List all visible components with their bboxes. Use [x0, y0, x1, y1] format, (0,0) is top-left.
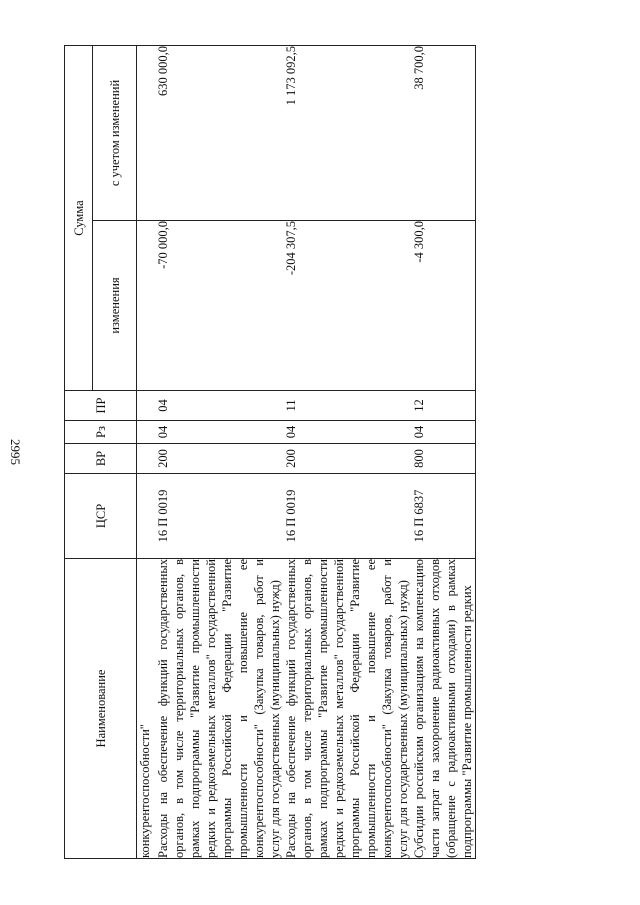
- table-row: [283, 46, 411, 859]
- table-body: [137, 46, 476, 859]
- row-change: -70 000,0: [155, 221, 283, 391]
- row-name: Субсидии российским организациям на компенсацию части затрат на захоронение радиоактивных отходов (обращение с радиоактивными отходами) в рамках подпрограммы "Развитие промышленности редких: [412, 559, 474, 858]
- row-name: конкурентоспособности": [137, 559, 156, 859]
- header-vr: ВР: [65, 444, 137, 474]
- row-vr: [137, 444, 156, 474]
- row-total: 38 700,0: [411, 46, 476, 221]
- row-rz: 04: [411, 421, 476, 444]
- header-csr: ЦСР: [65, 474, 137, 559]
- header-sum: Сумма: [65, 46, 93, 391]
- header-pr: ПР: [65, 391, 137, 421]
- row-rz: 04: [155, 421, 283, 444]
- table-row: [411, 46, 476, 859]
- table-header: [65, 46, 137, 859]
- page-number: 2995: [8, 439, 23, 465]
- row-vr: 200: [283, 444, 411, 474]
- row-total: [137, 46, 156, 221]
- row-vr: 200: [155, 444, 283, 474]
- row-pr: [137, 391, 156, 421]
- row-pr: 11: [283, 391, 411, 421]
- table-row: [137, 46, 156, 859]
- header-name: Наименование: [65, 559, 137, 859]
- row-change: -204 307,5: [283, 221, 411, 391]
- header-rz: Рз: [65, 421, 137, 444]
- row-change: -4 300,0: [411, 221, 476, 391]
- header-change: изменения: [93, 221, 137, 391]
- header-total: с учетом изменений: [93, 46, 137, 221]
- row-rz: [137, 421, 156, 444]
- rotated-page: [64, 46, 614, 859]
- row-pr: 04: [155, 391, 283, 421]
- row-rz: 04: [283, 421, 411, 444]
- row-change: [137, 221, 156, 391]
- row-csr: 16 П 0019: [155, 474, 283, 559]
- row-vr: 800: [411, 444, 476, 474]
- row-name: Расходы на обеспечение функций государственных органов, в том числе территориальных органов, в рамках подпрограммы "Развитие промышленности редких и редкоземельных металлов" государственной программы Российской Федерации "Развитие промышленности и повышение ее конкурентоспособности" (Закупка товаров, работ и услуг для государственных (муниципальных) нужд): [284, 559, 410, 858]
- row-pr: 12: [411, 391, 476, 421]
- row-total: 630 000,0: [155, 46, 283, 221]
- row-csr: [137, 474, 156, 559]
- row-csr: 16 П 6837: [411, 474, 476, 559]
- budget-table: [64, 45, 476, 859]
- row-name: Расходы на обеспечение функций государственных органов, в том числе территориальных органов, в рамках подпрограммы "Развитие промышленности редких и редкоземельных металлов" государственной программы Российской Федерации "Развитие промышленности и повышение ее конкурентоспособности" (Закупка товаров, работ и услуг для государственных (муниципальных) нужд): [156, 559, 282, 858]
- row-csr: 16 П 0019: [283, 474, 411, 559]
- table-row: [155, 46, 283, 859]
- row-total: 1 173 092,5: [283, 46, 411, 221]
